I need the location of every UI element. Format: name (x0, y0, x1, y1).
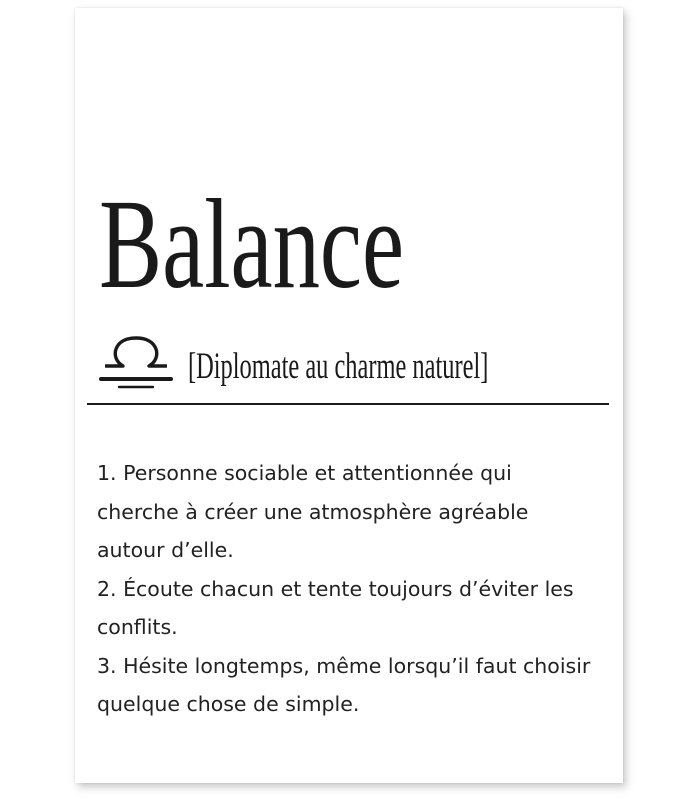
poster (75, 8, 623, 783)
poster-title: Balance (99, 173, 405, 315)
libra-icon (99, 336, 173, 396)
definition-item: 1. Personne sociable et attentionnée qui cherche à créer une atmosphère agréable autour d’elle. (97, 461, 529, 562)
definition-item: 2. Écoute chacun et tente toujours d’éviter les conflits. (97, 576, 574, 639)
definition-item: 3. Hésite longtemps, même lorsqu’il faut choisir quelque chose de simple. (97, 653, 591, 716)
poster-subtitle: [Diplomate au charme naturel] (188, 346, 489, 387)
divider-line (87, 403, 609, 405)
definition-list (97, 454, 597, 724)
